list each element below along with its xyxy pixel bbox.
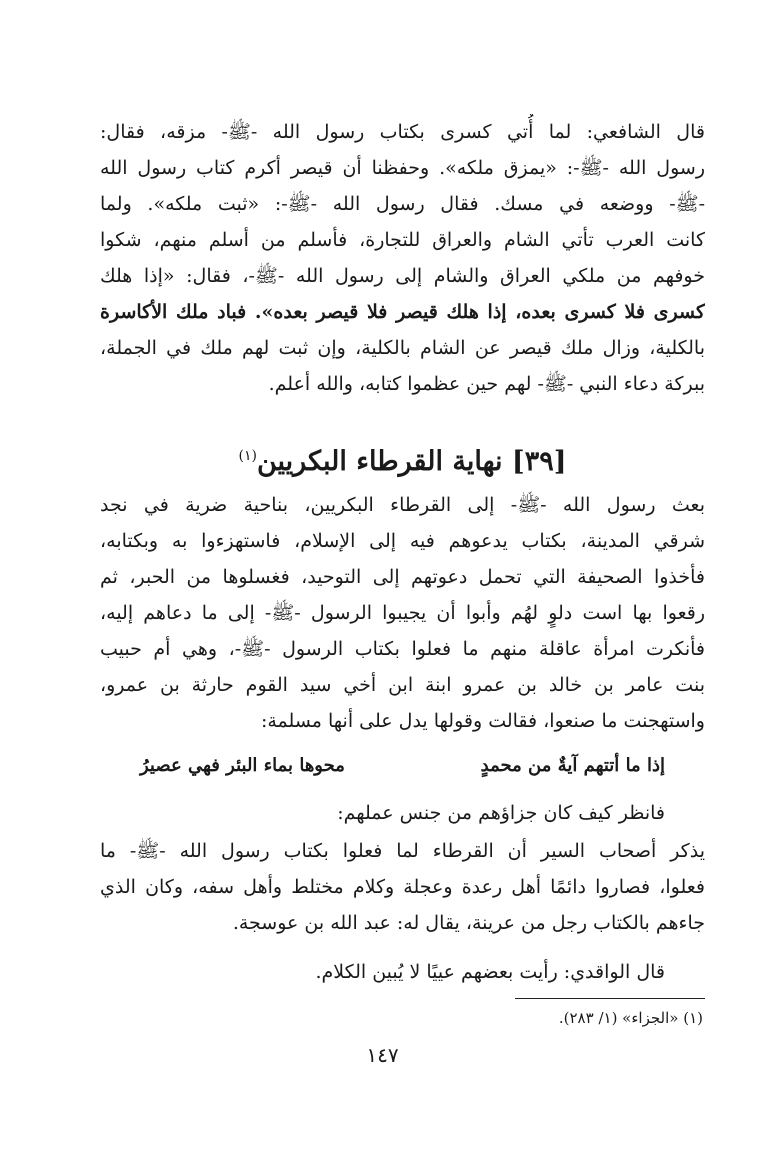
text-line: ببركة دعاء النبي -ﷺ- لهم حين عظموا كتابه، والله أعلم. — [268, 373, 705, 395]
text-line: بنت عامر بن خالد بن عمرو ابنة ابن أخي سيد القوم حارثة بن عمرو، — [100, 674, 705, 696]
text-line: فأخذوا الصحيفة التي تحمل دعوتهم إلى التوحيد، فغسلوها من الحبر، ثم — [100, 566, 705, 588]
text-line: واستهجنت ما صنعوا، فقالت وقولها يدل على أنها مسلمة: — [260, 710, 705, 732]
text-line: خوفهم من ملكي العراق والشام إلى رسول الله -ﷺ-، فقال: «إذا هلك — [100, 265, 705, 287]
text-line: رقعوا بها است دلوٍ لهُم وأبوا أن يجيبوا الرسول -ﷺ- إلى ما دعاهم إليه، — [100, 602, 705, 624]
waqidi-paragraph — [100, 954, 705, 990]
text-line: -ﷺ- ووضعه في مسك. فقال رسول الله -ﷺ-: «ثبت ملكه». ولما — [100, 193, 705, 215]
text-line: بعث رسول الله -ﷺ- إلى القرطاء البكريين، بناحية ضرية في نجد — [100, 494, 705, 516]
text-line: قال الواقدي: رأيت بعضهم عييًا لا يُبين الكلام. — [315, 961, 665, 983]
text-line: فأنكرت امرأة عاقلة منهم ما فعلوا بكتاب الرسول -ﷺ-، وهي أم حبيب — [100, 638, 705, 660]
intro-paragraph — [100, 114, 705, 402]
section-title: [٣٩] نهاية القرطاء البكريين — [256, 446, 567, 477]
verse-second-hemistich: محوها بماء البئر فهي عصيرُ — [140, 755, 345, 776]
text-line: فعلوا، فصاروا دائمًا أهل رعدة وعجلة وكلام مختلط وأهل سفه، وكان الذي — [100, 876, 705, 898]
text-line: كسرى فلا كسرى بعده، إذا هلك قيصر فلا قيصر بعده». فباد ملك الأكاسرة — [100, 301, 705, 323]
text-line: بالكلية، وزال ملك قيصر عن الشام بالكلية، وإن ثبت لهم ملك في الجملة، — [100, 337, 705, 359]
section-heading — [100, 436, 705, 482]
footnote: (١) «الجزاء» (١/ ٢٨٣). — [558, 1009, 703, 1027]
text-line: كانت العرب تأتي الشام والعراق للتجارة، فأسلم من أسلم منهم، شكوا — [100, 229, 705, 251]
reflection-paragraph — [100, 795, 705, 831]
footnote-reference: (١) — [238, 448, 257, 464]
text-line: رسول الله -ﷺ-: «يمزق ملكه». وحفظنا أن قيصر أكرم كتاب رسول الله — [100, 157, 705, 179]
text-line: جاءهم بالكتاب رجل من عرينة، يقال له: عبد الله بن عوسجة. — [232, 912, 705, 934]
text-line: يذكر أصحاب السير أن القرطاء لما فعلوا بكتاب رسول الله -ﷺ- ما — [100, 840, 705, 862]
text-line: شرقي المدينة، بكتاب يدعوهم فيه إلى الإسلام، فاستهزءوا به وبكتابه، — [100, 530, 705, 552]
main-paragraph — [100, 487, 705, 739]
text-line: قال الشافعي: لما أُتي كسرى بكتاب رسول الله -ﷺ- مزقه، فقال: — [100, 121, 705, 143]
biography-paragraph — [100, 833, 705, 941]
verse-first-hemistich: إذا ما أتتهم آيةٌ من محمدٍ — [480, 755, 665, 776]
footnote-divider — [515, 998, 705, 999]
page-number: ١٤٧ — [366, 1043, 399, 1067]
text-line: فانظر كيف كان جزاؤهم من جنس عملهم: — [337, 802, 665, 824]
